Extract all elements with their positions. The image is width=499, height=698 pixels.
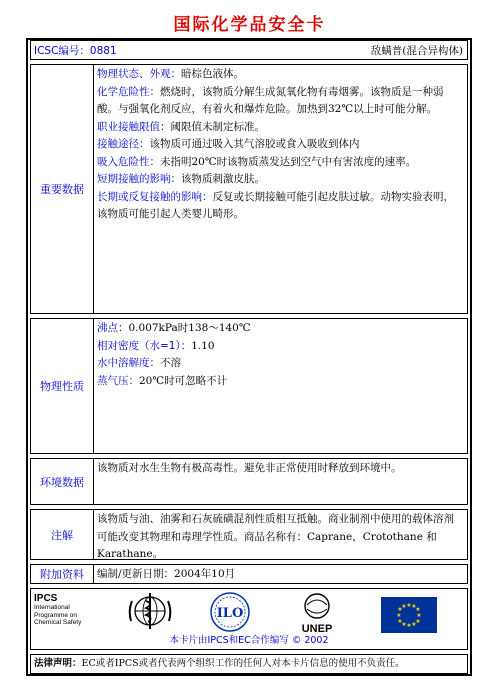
svg-text:★: ★ bbox=[411, 621, 417, 628]
svg-text:★: ★ bbox=[415, 606, 421, 613]
svg-text:★: ★ bbox=[411, 603, 417, 610]
section-additional bbox=[30, 564, 468, 584]
section-label: 物理性质 bbox=[31, 319, 94, 453]
credit-line: 本卡片由IPCS和EC合作编写 © 2002 bbox=[169, 635, 329, 646]
section-content: 编制/更新日期：2004年10月 bbox=[97, 568, 236, 580]
section-label: 注解 bbox=[31, 510, 94, 559]
svg-text:★: ★ bbox=[396, 612, 402, 619]
svg-text:UNEP: UNEP bbox=[301, 623, 333, 635]
list-item: 沸点：0.007kPa时138～140℃ bbox=[97, 322, 251, 334]
icsc-number: ICSC编号：0881 bbox=[34, 45, 117, 57]
section-environment bbox=[30, 458, 468, 505]
ipcs-logo: IPCS International Programme on Chemical Safety bbox=[34, 593, 82, 626]
svg-text:★: ★ bbox=[401, 621, 407, 628]
svg-text:★: ★ bbox=[415, 618, 421, 625]
safety-card bbox=[26, 38, 472, 676]
card-header bbox=[30, 40, 468, 60]
svg-text:ILO: ILO bbox=[216, 606, 244, 621]
svg-text:★: ★ bbox=[406, 622, 412, 629]
section-notes bbox=[30, 509, 468, 560]
svg-text:★: ★ bbox=[416, 612, 422, 619]
section-content bbox=[94, 319, 467, 453]
list-item: 物理状态、外观：暗棕色液体。 bbox=[97, 68, 244, 80]
svg-text:★: ★ bbox=[406, 602, 412, 609]
list-item: 接触途径：该物质可通过吸入其气溶胶或食入吸收到体内 bbox=[97, 138, 360, 150]
svg-text:★: ★ bbox=[397, 606, 403, 613]
list-item: 短期接触的影响：该物质刺激皮肤。 bbox=[97, 173, 265, 185]
list-item: 职业接触限值：阈限值未制定标准。 bbox=[97, 120, 265, 133]
svg-text:★: ★ bbox=[397, 618, 403, 625]
section-content: 该物质与油、油雾和石灰硫磺混剂性质相互抵触。商业制剂中使用的载体溶剂可能改变其物理和毒理学性质。商品名称有：Caprane，Crotothane 和 Karathane。 bbox=[97, 513, 454, 560]
svg-text:★: ★ bbox=[401, 603, 407, 610]
section-content: 该物质对水生生物有极高毒性。避免非正常使用时释放到环境中。 bbox=[97, 462, 402, 474]
section-physical bbox=[30, 318, 468, 454]
list-item: 水中溶解度：不溶 bbox=[97, 357, 181, 369]
section-content bbox=[94, 65, 467, 313]
list-item: 吸入危险性：未指明20℃时该物质蒸发达到空气中有害浓度的速率。 bbox=[97, 155, 417, 168]
logos-row bbox=[30, 588, 468, 650]
list-item: 相对密度（水=1）：1.10 bbox=[97, 339, 215, 352]
list-item: 蒸气压：20℃时可忽略不计 bbox=[97, 374, 228, 387]
legal-notice: 法律声明：EC或者IPCS或者代表两个组织工作的任何人对本卡片信息的使用不负责任。 bbox=[30, 654, 468, 674]
list-item: 长期或反复接触的影响：反复或长期接触可能引起皮肤过敏。动物实验表明，该物质可能引起人类婴儿畸形。 bbox=[97, 190, 454, 220]
chemical-name: 敌螨普(混合异构体) bbox=[370, 45, 463, 57]
section-label: 附加资料 bbox=[31, 565, 94, 583]
list-item: 化学危险性：燃烧时，该物质分解生成氮氧化物有毒烟雾。该物质是一种弱酸。与强氧化剂反应，有着火和爆炸危险。加热到32℃以上时可能分解。 bbox=[97, 85, 444, 115]
section-label: 重要数据 bbox=[31, 65, 94, 313]
section-label: 环境数据 bbox=[31, 459, 94, 504]
section-important bbox=[30, 64, 468, 314]
page-title: 国际化学品安全卡 bbox=[173, 15, 326, 35]
